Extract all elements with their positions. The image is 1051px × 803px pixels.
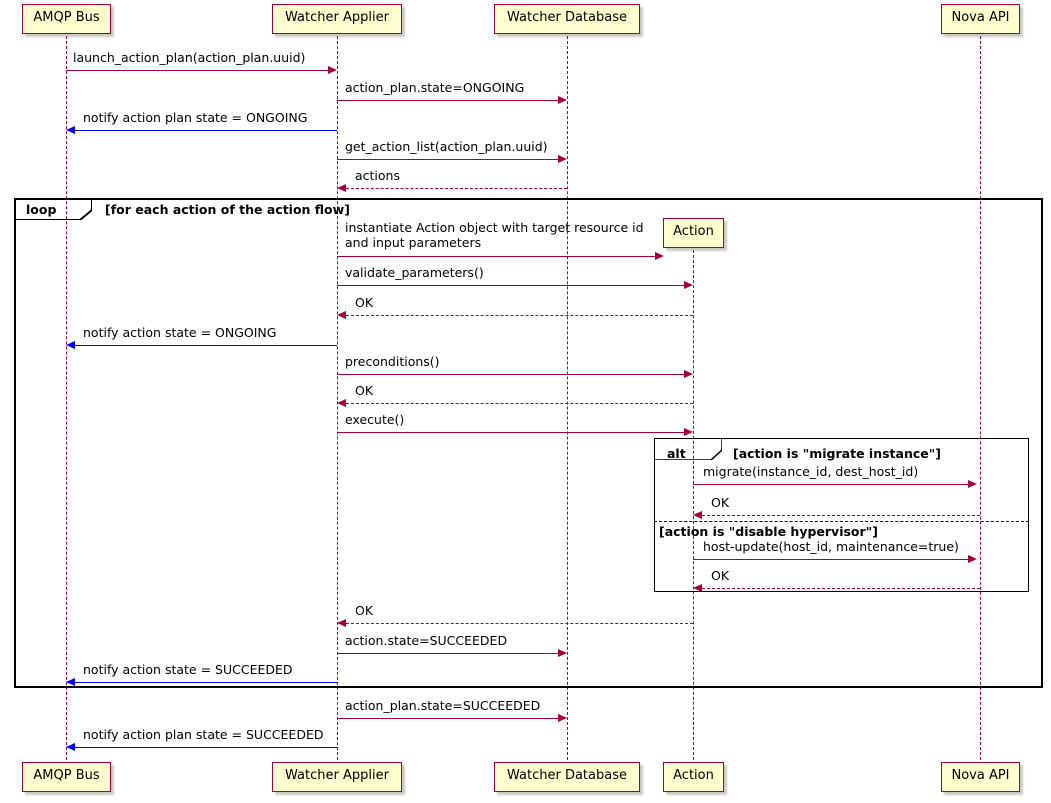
participant-label: Watcher Applier	[285, 10, 389, 25]
message-label-m12: execute()	[345, 412, 405, 427]
message-label-m5: actions	[355, 168, 400, 183]
loop-frame-guard: [for each action of the action flow]	[105, 202, 350, 217]
message-arrow-m18	[337, 653, 562, 654]
participant-label: Action	[673, 224, 714, 239]
message-arrow-m21	[75, 747, 337, 748]
message-arrow-m19	[75, 682, 337, 683]
participant-label: Nova API	[951, 10, 1010, 25]
message-arrow-m11	[346, 403, 693, 404]
arrowhead-m2	[558, 96, 567, 104]
arrowhead-m15	[968, 555, 977, 563]
participant-action-created	[663, 218, 724, 248]
arrowhead-m13	[968, 480, 977, 488]
participant-action-bottom	[663, 762, 724, 792]
message-label-m13: migrate(instance_id, dest_host_id)	[703, 464, 919, 479]
message-label-m10: preconditions()	[345, 354, 440, 369]
arrowhead-m3	[66, 126, 75, 134]
message-label-m8: OK	[355, 295, 374, 310]
participant-label: Action	[673, 768, 714, 783]
alt-frame-else-guard: [action is "disable hypervisor"]	[659, 524, 878, 539]
participant-applier-top	[272, 4, 402, 34]
message-label-m11: OK	[355, 383, 374, 398]
participant-label: Watcher Applier	[285, 768, 389, 783]
arrowhead-m21	[66, 743, 75, 751]
arrowhead-m14	[693, 511, 702, 519]
participant-label: Nova API	[951, 768, 1010, 783]
arrowhead-m7	[684, 281, 693, 289]
arrowhead-m9	[66, 341, 75, 349]
alt-frame-divider	[654, 521, 1029, 522]
alt-frame-guard: [action is "migrate instance"]	[733, 446, 941, 461]
arrowhead-m20	[558, 714, 567, 722]
participant-amqp-bottom	[22, 762, 111, 792]
message-label-m18: action.state=SUCCEEDED	[345, 633, 508, 648]
participant-label: AMQP Bus	[33, 10, 100, 25]
arrowhead-m17	[337, 619, 346, 627]
participant-label: Watcher Database	[507, 10, 627, 25]
participant-applier-bottom	[272, 762, 402, 792]
arrowhead-m11	[337, 399, 346, 407]
participant-label: AMQP Bus	[33, 768, 100, 783]
message-arrow-m10	[337, 374, 688, 375]
arrowhead-m19	[66, 678, 75, 686]
message-arrow-m1	[66, 70, 331, 71]
arrowhead-m5	[337, 184, 346, 192]
message-label-m20: action_plan.state=SUCCEEDED	[345, 698, 541, 713]
message-label-m19: notify action state = SUCCEEDED	[83, 662, 293, 677]
message-label-m3: notify action plan state = ONGOING	[83, 110, 308, 125]
message-label-m1: launch_action_plan(action_plan.uuid)	[73, 50, 306, 65]
loop-frame-keyword: loop	[26, 202, 57, 217]
message-arrow-m4	[337, 159, 562, 160]
message-arrow-m14	[702, 515, 980, 516]
message-arrow-m6	[337, 256, 659, 257]
participant-amqp-top	[22, 4, 111, 34]
arrowhead-m12	[684, 428, 693, 436]
alt-tab-shape	[654, 438, 722, 460]
arrowhead-m4	[558, 155, 567, 163]
message-arrow-m20	[337, 718, 562, 719]
message-label-m15: host-update(host_id, maintenance=true)	[703, 539, 959, 554]
participant-nova-bottom	[941, 762, 1020, 792]
participant-nova-top	[941, 4, 1020, 34]
arrowhead-m10	[684, 370, 693, 378]
message-label-m7: validate_parameters()	[345, 265, 484, 280]
arrowhead-m1	[328, 66, 337, 74]
participant-database-bottom	[494, 762, 640, 792]
participant-label: Watcher Database	[507, 768, 627, 783]
message-arrow-m3	[75, 130, 337, 131]
participant-database-top	[494, 4, 640, 34]
message-arrow-m12	[337, 432, 688, 433]
message-label-m21: notify action plan state = SUCCEEDED	[83, 727, 324, 742]
message-arrow-m7	[337, 285, 688, 286]
alt-frame-tab	[654, 438, 722, 460]
message-arrow-m15	[693, 559, 971, 560]
message-arrow-m17	[346, 623, 693, 624]
message-label-m6: instantiate Action object with target resource id and input parameters	[345, 220, 644, 250]
message-arrow-m2	[337, 100, 562, 101]
arrowhead-m16	[693, 584, 702, 592]
message-label-m4: get_action_list(action_plan.uuid)	[345, 139, 548, 154]
message-arrow-m13	[693, 484, 971, 485]
arrowhead-m18	[558, 649, 567, 657]
message-label-m14: OK	[711, 495, 730, 510]
message-arrow-m5	[346, 188, 567, 189]
message-arrow-m8	[346, 315, 693, 316]
arrowhead-m8	[337, 311, 346, 319]
message-label-m2: action_plan.state=ONGOING	[345, 80, 525, 95]
message-label-m16: OK	[711, 568, 730, 583]
message-label-m9: notify action state = ONGOING	[83, 325, 277, 340]
message-label-m17: OK	[355, 603, 374, 618]
message-arrow-m9	[75, 345, 337, 346]
alt-frame-keyword: alt	[667, 446, 686, 461]
message-arrow-m16	[702, 588, 980, 589]
arrowhead-m6	[655, 252, 664, 260]
